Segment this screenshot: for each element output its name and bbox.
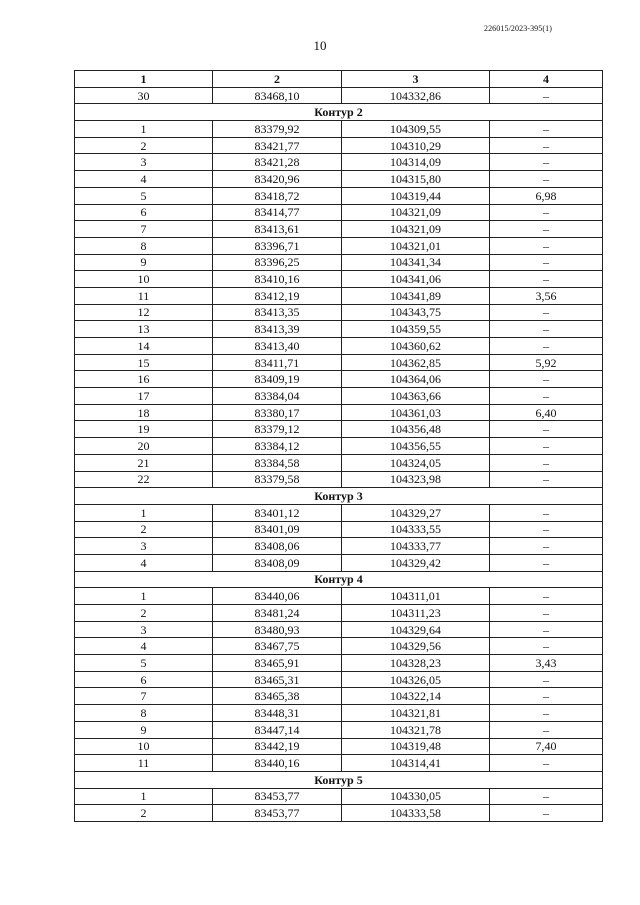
- distance-cell: 6,98: [490, 187, 603, 204]
- distance-cell: –: [490, 638, 603, 655]
- coordinate-y-cell: 104323,98: [342, 471, 490, 488]
- table-row: [75, 271, 603, 288]
- coordinate-y-cell: 104329,42: [342, 554, 490, 571]
- point-number-cell: 10: [75, 738, 213, 755]
- coordinate-y-cell: 104319,48: [342, 738, 490, 755]
- distance-cell: –: [490, 504, 603, 521]
- table-row: [75, 588, 603, 605]
- coordinate-x-cell: 83379,92: [213, 121, 342, 138]
- distance-cell: –: [490, 388, 603, 405]
- coordinate-x-cell: 83421,28: [213, 154, 342, 171]
- point-number-cell: 5: [75, 187, 213, 204]
- point-number-cell: 13: [75, 321, 213, 338]
- coordinate-y-cell: 104333,77: [342, 538, 490, 555]
- distance-cell: –: [490, 521, 603, 538]
- coordinate-x-cell: 83412,19: [213, 287, 342, 304]
- table-row: [75, 237, 603, 254]
- coordinate-x-cell: 83448,31: [213, 705, 342, 722]
- coordinate-y-cell: 104362,85: [342, 354, 490, 371]
- coordinate-y-cell: 104356,55: [342, 438, 490, 455]
- distance-cell: –: [490, 87, 603, 104]
- table-row: [75, 254, 603, 271]
- coordinate-x-cell: 83410,16: [213, 271, 342, 288]
- point-number-cell: 1: [75, 588, 213, 605]
- coordinate-x-cell: 83465,38: [213, 688, 342, 705]
- point-number-cell: 16: [75, 371, 213, 388]
- coordinate-x-cell: 83414,77: [213, 204, 342, 221]
- point-number-cell: 12: [75, 304, 213, 321]
- point-number-cell: 7: [75, 688, 213, 705]
- table-row: [75, 638, 603, 655]
- table-row: [75, 438, 603, 455]
- distance-cell: –: [490, 721, 603, 738]
- coordinate-x-cell: 83442,19: [213, 738, 342, 755]
- point-number-cell: 8: [75, 705, 213, 722]
- table-row: [75, 304, 603, 321]
- coordinate-y-cell: 104315,80: [342, 171, 490, 188]
- distance-cell: –: [490, 538, 603, 555]
- coordinate-y-cell: 104360,62: [342, 338, 490, 355]
- distance-cell: –: [490, 705, 603, 722]
- coordinate-x-cell: 83453,77: [213, 788, 342, 805]
- coordinate-x-cell: 83418,72: [213, 187, 342, 204]
- point-number-cell: 4: [75, 171, 213, 188]
- coordinate-x-cell: 83468,10: [213, 87, 342, 104]
- coordinate-y-cell: 104322,14: [342, 688, 490, 705]
- table-row: [75, 621, 603, 638]
- coordinate-y-cell: 104319,44: [342, 187, 490, 204]
- table-row: [75, 805, 603, 822]
- section-header-row: [75, 571, 603, 588]
- coordinate-x-cell: 83453,77: [213, 805, 342, 822]
- point-number-cell: 4: [75, 554, 213, 571]
- coordinate-y-cell: 104321,78: [342, 721, 490, 738]
- section-title: Контур 4: [75, 571, 603, 588]
- point-number-cell: 7: [75, 221, 213, 238]
- section-header-row: [75, 104, 603, 121]
- coordinate-x-cell: 83465,91: [213, 655, 342, 672]
- coordinate-y-cell: 104311,01: [342, 588, 490, 605]
- coordinate-x-cell: 83380,17: [213, 404, 342, 421]
- distance-cell: –: [490, 304, 603, 321]
- table-row: [75, 538, 603, 555]
- distance-cell: –: [490, 588, 603, 605]
- point-number-cell: 22: [75, 471, 213, 488]
- table-row: [75, 788, 603, 805]
- coordinate-y-cell: 104330,05: [342, 788, 490, 805]
- coordinate-y-cell: 104321,01: [342, 237, 490, 254]
- coordinate-x-cell: 83379,58: [213, 471, 342, 488]
- distance-cell: –: [490, 154, 603, 171]
- table-row: [75, 688, 603, 705]
- coordinate-x-cell: 83413,35: [213, 304, 342, 321]
- coordinate-x-cell: 83413,61: [213, 221, 342, 238]
- distance-cell: –: [490, 421, 603, 438]
- distance-cell: –: [490, 121, 603, 138]
- coordinate-y-cell: 104328,23: [342, 655, 490, 672]
- coordinate-x-cell: 83396,25: [213, 254, 342, 271]
- table-row: [75, 154, 603, 171]
- table-row: [75, 605, 603, 622]
- distance-cell: –: [490, 371, 603, 388]
- coordinate-x-cell: 83413,39: [213, 321, 342, 338]
- coordinate-x-cell: 83440,06: [213, 588, 342, 605]
- distance-cell: –: [490, 237, 603, 254]
- section-header-row: [75, 488, 603, 505]
- section-title: Контур 3: [75, 488, 603, 505]
- table-row: [75, 121, 603, 138]
- distance-cell: –: [490, 221, 603, 238]
- point-number-cell: 5: [75, 655, 213, 672]
- distance-cell: –: [490, 671, 603, 688]
- coordinate-y-cell: 104332,86: [342, 87, 490, 104]
- table-row: [75, 755, 603, 772]
- document-id: 226015/2023-395(1): [483, 24, 552, 33]
- coordinate-y-cell: 104359,55: [342, 321, 490, 338]
- point-number-cell: 6: [75, 671, 213, 688]
- point-number-cell: 11: [75, 287, 213, 304]
- table-row: [75, 171, 603, 188]
- point-number-cell: 2: [75, 137, 213, 154]
- table-row: [75, 504, 603, 521]
- distance-cell: –: [490, 321, 603, 338]
- table-row: [75, 655, 603, 672]
- coordinate-y-cell: 104364,06: [342, 371, 490, 388]
- coordinate-y-cell: 104321,09: [342, 204, 490, 221]
- table-row: [75, 721, 603, 738]
- coordinate-x-cell: 83421,77: [213, 137, 342, 154]
- coordinate-x-cell: 83420,96: [213, 171, 342, 188]
- coordinate-y-cell: 104309,55: [342, 121, 490, 138]
- distance-cell: –: [490, 438, 603, 455]
- column-header-4: 4: [490, 71, 603, 88]
- table-row: [75, 287, 603, 304]
- table-row: [75, 187, 603, 204]
- point-number-cell: 20: [75, 438, 213, 455]
- table-row: [75, 404, 603, 421]
- header-row: [75, 71, 603, 88]
- distance-cell: 5,92: [490, 354, 603, 371]
- point-number-cell: 3: [75, 154, 213, 171]
- point-number-cell: 1: [75, 504, 213, 521]
- coordinate-y-cell: 104321,09: [342, 221, 490, 238]
- table-row: [75, 338, 603, 355]
- coordinate-x-cell: 83384,12: [213, 438, 342, 455]
- point-number-cell: 15: [75, 354, 213, 371]
- page-number: 10: [313, 38, 327, 53]
- coordinate-y-cell: 104361,03: [342, 404, 490, 421]
- distance-cell: –: [490, 605, 603, 622]
- coordinate-x-cell: 83413,40: [213, 338, 342, 355]
- coordinate-y-cell: 104329,64: [342, 621, 490, 638]
- point-number-cell: 9: [75, 721, 213, 738]
- section-header-row: [75, 771, 603, 788]
- coordinate-y-cell: 104341,89: [342, 287, 490, 304]
- point-number-cell: 9: [75, 254, 213, 271]
- point-number-cell: 3: [75, 538, 213, 555]
- coordinate-y-cell: 104341,06: [342, 271, 490, 288]
- table-row: [75, 204, 603, 221]
- distance-cell: 6,40: [490, 404, 603, 421]
- table-header: [75, 71, 603, 88]
- distance-cell: 3,56: [490, 287, 603, 304]
- table-row: [75, 521, 603, 538]
- coordinate-x-cell: 83408,09: [213, 554, 342, 571]
- table-row: [75, 454, 603, 471]
- point-number-cell: 17: [75, 388, 213, 405]
- coordinate-x-cell: 83384,58: [213, 454, 342, 471]
- coordinate-y-cell: 104326,05: [342, 671, 490, 688]
- point-number-cell: 4: [75, 638, 213, 655]
- point-number-cell: 19: [75, 421, 213, 438]
- table-row: [75, 87, 603, 104]
- distance-cell: –: [490, 454, 603, 471]
- distance-cell: –: [490, 688, 603, 705]
- table-row: [75, 354, 603, 371]
- coordinate-x-cell: 83409,19: [213, 371, 342, 388]
- coordinate-x-cell: 83480,93: [213, 621, 342, 638]
- distance-cell: –: [490, 204, 603, 221]
- column-header-1: 1: [75, 71, 213, 88]
- coordinate-y-cell: 104356,48: [342, 421, 490, 438]
- coordinate-x-cell: 83447,14: [213, 721, 342, 738]
- distance-cell: –: [490, 171, 603, 188]
- coordinate-x-cell: 83384,04: [213, 388, 342, 405]
- coordinate-y-cell: 104324,05: [342, 454, 490, 471]
- table-row: [75, 471, 603, 488]
- point-number-cell: 21: [75, 454, 213, 471]
- coordinate-y-cell: 104341,34: [342, 254, 490, 271]
- coordinate-y-cell: 104363,66: [342, 388, 490, 405]
- distance-cell: –: [490, 338, 603, 355]
- point-number-cell: 14: [75, 338, 213, 355]
- table-row: [75, 371, 603, 388]
- point-number-cell: 3: [75, 621, 213, 638]
- coordinate-y-cell: 104329,27: [342, 504, 490, 521]
- coordinate-x-cell: 83401,09: [213, 521, 342, 538]
- coordinate-x-cell: 83396,71: [213, 237, 342, 254]
- coordinate-x-cell: 83467,75: [213, 638, 342, 655]
- point-number-cell: 11: [75, 755, 213, 772]
- coordinate-x-cell: 83481,24: [213, 605, 342, 622]
- distance-cell: 3,43: [490, 655, 603, 672]
- table-row: [75, 738, 603, 755]
- column-header-3: 3: [342, 71, 490, 88]
- point-number-cell: 2: [75, 521, 213, 538]
- point-number-cell: 30: [75, 87, 213, 104]
- coordinate-x-cell: 83401,12: [213, 504, 342, 521]
- table-row: [75, 705, 603, 722]
- distance-cell: –: [490, 254, 603, 271]
- point-number-cell: 1: [75, 121, 213, 138]
- distance-cell: –: [490, 755, 603, 772]
- point-number-cell: 10: [75, 271, 213, 288]
- coordinate-y-cell: 104314,09: [342, 154, 490, 171]
- point-number-cell: 2: [75, 805, 213, 822]
- table-row: [75, 137, 603, 154]
- table-body: [75, 87, 603, 821]
- column-header-2: 2: [213, 71, 342, 88]
- point-number-cell: 2: [75, 605, 213, 622]
- distance-cell: –: [490, 137, 603, 154]
- table-row: [75, 671, 603, 688]
- coordinate-y-cell: 104311,23: [342, 605, 490, 622]
- coordinate-y-cell: 104329,56: [342, 638, 490, 655]
- coordinates-table: [74, 70, 603, 822]
- coordinate-y-cell: 104343,75: [342, 304, 490, 321]
- point-number-cell: 6: [75, 204, 213, 221]
- point-number-cell: 1: [75, 788, 213, 805]
- distance-cell: –: [490, 788, 603, 805]
- table-row: [75, 321, 603, 338]
- coordinate-x-cell: 83408,06: [213, 538, 342, 555]
- table-row: [75, 221, 603, 238]
- table-row: [75, 421, 603, 438]
- distance-cell: –: [490, 271, 603, 288]
- table-row: [75, 388, 603, 405]
- coordinate-y-cell: 104321,81: [342, 705, 490, 722]
- distance-cell: –: [490, 805, 603, 822]
- coordinate-x-cell: 83379,12: [213, 421, 342, 438]
- coordinate-x-cell: 83465,31: [213, 671, 342, 688]
- coordinate-y-cell: 104314,41: [342, 755, 490, 772]
- table-row: [75, 554, 603, 571]
- coordinate-x-cell: 83440,16: [213, 755, 342, 772]
- distance-cell: –: [490, 621, 603, 638]
- distance-cell: –: [490, 554, 603, 571]
- section-title: Контур 5: [75, 771, 603, 788]
- coordinate-y-cell: 104333,55: [342, 521, 490, 538]
- distance-cell: 7,40: [490, 738, 603, 755]
- coordinate-x-cell: 83411,71: [213, 354, 342, 371]
- point-number-cell: 8: [75, 237, 213, 254]
- distance-cell: –: [490, 471, 603, 488]
- coordinate-y-cell: 104310,29: [342, 137, 490, 154]
- point-number-cell: 18: [75, 404, 213, 421]
- section-title: Контур 2: [75, 104, 603, 121]
- coordinate-y-cell: 104333,58: [342, 805, 490, 822]
